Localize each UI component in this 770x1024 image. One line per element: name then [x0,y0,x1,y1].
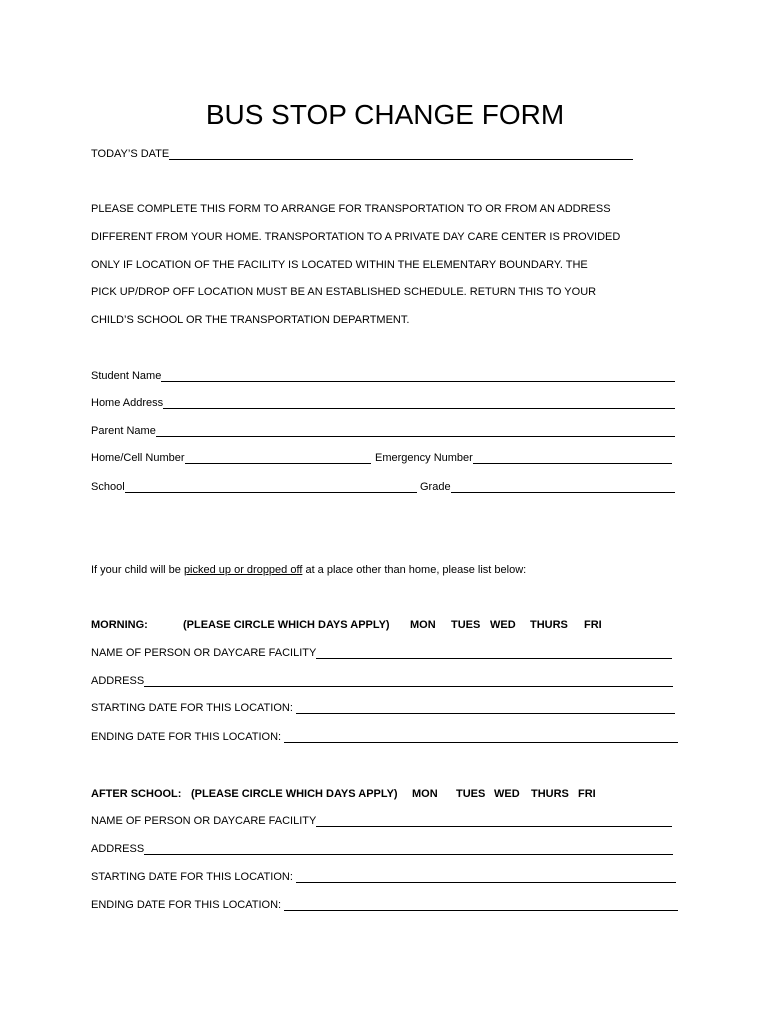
instructions-line: ONLY IF LOCATION OF THE FACILITY IS LOCATED WITHIN THE ELEMENTARY BOUNDARY. THE [91,259,588,271]
after-school-heading-row [0,786,770,802]
after-school-days-instruction: (PLEASE CIRCLE WHICH DAYS APPLY) [191,788,398,800]
after-school-end-date-row [91,897,678,913]
instructions-line: PLEASE COMPLETE THIS FORM TO ARRANGE FOR TRANSPORTATION TO OR FROM AN ADDRESS [91,203,611,215]
after-school-start-date-label: STARTING DATE FOR THIS LOCATION: [91,871,293,883]
emergency-number-field[interactable] [473,450,672,464]
instructions-line: PICK UP/DROP OFF LOCATION MUST BE AN ESTABLISHED SCHEDULE. RETURN THIS TO YOUR [91,286,597,298]
morning-person-row [91,645,672,661]
morning-heading-row [0,617,770,633]
morning-start-date-field[interactable] [296,700,675,714]
after-school-address-row [91,841,673,857]
after-school-end-date-label: ENDING DATE FOR THIS LOCATION: [91,899,282,911]
grade-field[interactable] [451,479,675,493]
student-name-field[interactable] [161,368,675,382]
note-text-before: If your child will be [91,564,184,576]
morning-address-label: ADDRESS [91,675,145,687]
after-school-day-wed[interactable]: WED [494,788,520,800]
after-school-address-label: ADDRESS [91,843,145,855]
after-school-end-date-field[interactable] [284,897,678,911]
parent-name-row [91,423,675,439]
morning-start-date-row [91,700,675,716]
morning-day-tues[interactable]: TUES [451,619,481,631]
morning-person-field[interactable] [316,645,672,659]
morning-heading: MORNING: [91,619,148,631]
student-name-row [91,368,675,384]
morning-start-date-label: STARTING DATE FOR THIS LOCATION: [91,702,293,714]
school-field[interactable] [125,479,417,493]
after-school-person-field[interactable] [316,813,672,827]
school-group [91,479,417,495]
morning-days-instruction: (PLEASE CIRCLE WHICH DAYS APPLY) [183,619,390,631]
morning-day-fri[interactable]: FRI [584,619,602,631]
home-address-field[interactable] [163,395,675,409]
after-school-start-date-field[interactable] [296,869,676,883]
todays-date-field[interactable] [169,146,633,160]
school-label: School [91,481,125,493]
parent-name-field[interactable] [156,423,675,437]
home-cell-number-label: Home/Cell Number [91,452,185,464]
todays-date-row [91,146,633,162]
after-school-day-thurs[interactable]: THURS [531,788,569,800]
student-name-label: Student Name [91,370,162,382]
instructions-line: DIFFERENT FROM YOUR HOME. TRANSPORTATION TO A PRIVATE DAY CARE CENTER IS PROVIDED [91,231,621,243]
instructions-line: CHILD’S SCHOOL OR THE TRANSPORTATION DEPARTMENT. [91,314,410,326]
note-text-underlined: picked up or dropped off [183,564,303,576]
morning-address-row [91,673,673,689]
emergency-number-label: Emergency Number [375,452,473,464]
after-school-heading: AFTER SCHOOL: [91,788,182,800]
after-school-day-fri[interactable]: FRI [578,788,596,800]
after-school-address-field[interactable] [144,841,673,855]
after-school-day-tues[interactable]: TUES [456,788,486,800]
home-address-label: Home Address [91,397,164,409]
parent-name-label: Parent Name [91,425,156,437]
home-cell-number-group [91,450,371,466]
note-text-after: at a place other than home, please list below: [302,564,527,576]
after-school-person-row [91,813,672,829]
grade-group [420,479,675,495]
emergency-number-group [375,450,672,466]
morning-end-date-row [91,729,678,745]
home-cell-number-field[interactable] [185,450,371,464]
after-school-day-mon[interactable]: MON [412,788,438,800]
morning-end-date-field[interactable] [284,729,678,743]
after-school-start-date-row [91,869,676,885]
morning-person-label: NAME OF PERSON OR DAYCARE FACILITY [91,647,317,659]
morning-day-mon[interactable]: MON [410,619,436,631]
grade-label: Grade [420,481,451,493]
morning-day-thurs[interactable]: THURS [530,619,568,631]
home-address-row [91,395,675,411]
morning-address-field[interactable] [144,673,673,687]
form-title: BUS STOP CHANGE FORM [205,99,565,130]
after-school-person-label: NAME OF PERSON OR DAYCARE FACILITY [91,815,317,827]
todays-date-label: TODAY’S DATE [91,148,170,160]
other-location-note [91,562,526,578]
morning-day-wed[interactable]: WED [490,619,516,631]
morning-end-date-label: ENDING DATE FOR THIS LOCATION: [91,731,282,743]
